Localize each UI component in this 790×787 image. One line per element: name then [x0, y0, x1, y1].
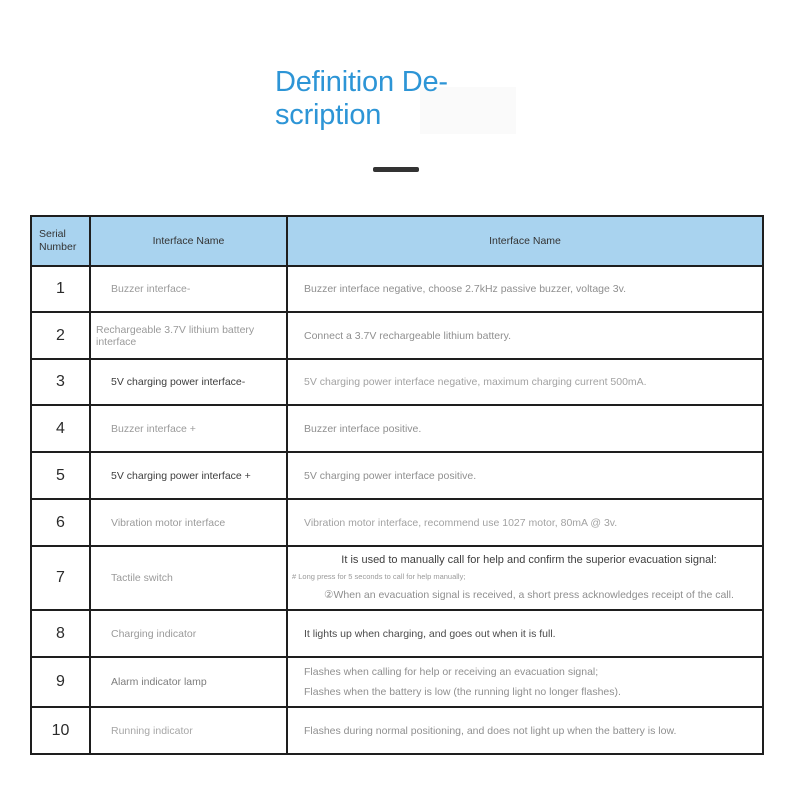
description-line: Flashes during normal positioning, and does not light up when the battery is low.	[304, 724, 677, 737]
interface-description-cell	[287, 499, 763, 546]
description-line: It is used to manually call for help and confirm the superior evacuation signal:	[341, 554, 717, 566]
interface-name-cell: Buzzer interface +	[90, 405, 287, 452]
interface-name-cell: Buzzer interface-	[90, 266, 287, 312]
table-row	[31, 499, 763, 546]
description-line: Connect a 3.7V rechargeable lithium battery.	[304, 329, 512, 342]
description-line: It lights up when charging, and goes out when it is full.	[304, 627, 556, 640]
table-row	[31, 359, 763, 405]
interface-name-cell: Rechargeable 3.7V lithium battery interface	[90, 312, 287, 359]
description-line: Flashes when calling for help or receiving an evacuation signal;	[304, 666, 599, 678]
table-row	[31, 657, 763, 707]
serial-number-cell: 5	[31, 452, 90, 499]
interface-description-cell	[287, 359, 763, 405]
interface-description-cell	[287, 266, 763, 312]
interface-description-cell	[287, 657, 763, 707]
description-line: # Long press for 5 seconds to call for help manually;	[292, 572, 466, 581]
table-row	[31, 610, 763, 657]
table-row	[31, 707, 763, 754]
serial-number-cell: 3	[31, 359, 90, 405]
description-line: Buzzer interface negative, choose 2.7kHz passive buzzer, voltage 3v.	[304, 283, 626, 295]
description-line: Buzzer interface positive.	[304, 422, 422, 435]
table-body	[31, 266, 763, 754]
interface-description-cell	[287, 312, 763, 359]
interface-name-cell: 5V charging power interface +	[90, 452, 287, 499]
table-row	[31, 452, 763, 499]
interface-description-cell	[287, 452, 763, 499]
interface-description-cell	[287, 405, 763, 452]
interface-name-cell: Vibration motor interface	[90, 499, 287, 546]
interface-name-cell: Running indicator	[90, 707, 287, 754]
page-title-line2: scription	[275, 99, 382, 131]
serial-number-cell: 6	[31, 499, 90, 546]
header-interface-name: Interface Name	[90, 216, 287, 266]
interface-name-cell: 5V charging power interface-	[90, 359, 287, 405]
description-line: 5V charging power interface positive.	[304, 469, 477, 482]
table-row	[31, 312, 763, 359]
serial-number-cell: 7	[31, 546, 90, 610]
header-interface-description: Interface Name	[287, 216, 763, 266]
serial-number-cell: 10	[31, 707, 90, 754]
serial-number-cell: 4	[31, 405, 90, 452]
interface-description-cell	[287, 610, 763, 657]
interface-name-cell: Charging indicator	[90, 610, 287, 657]
definition-table	[30, 215, 764, 755]
table-header	[31, 216, 763, 266]
page-title-line1: Definition De-	[275, 66, 448, 98]
interface-name-cell: Alarm indicator lamp	[90, 657, 287, 707]
serial-number-cell: 2	[31, 312, 90, 359]
table-row	[31, 546, 763, 610]
table-row	[31, 266, 763, 312]
table-header-row	[31, 216, 763, 266]
page-title	[275, 66, 448, 132]
description-line: 5V charging power interface negative, maximum charging current 500mA.	[304, 376, 647, 388]
description-line: ②When an evacuation signal is received, a short press acknowledges receipt of the call.	[324, 589, 734, 601]
table-row	[31, 405, 763, 452]
interface-description-cell	[287, 707, 763, 754]
interface-description-cell	[287, 546, 763, 610]
interface-name-cell: Tactile switch	[90, 546, 287, 610]
serial-number-cell: 9	[31, 657, 90, 707]
header-serial-number: Serial Number	[31, 216, 90, 266]
serial-number-cell: 1	[31, 266, 90, 312]
description-line: Flashes when the battery is low (the running light no longer flashes).	[304, 686, 621, 698]
description-line: Vibration motor interface, recommend use 1027 motor, 80mA @ 3v.	[304, 516, 618, 529]
title-underline	[373, 167, 419, 172]
serial-number-cell: 8	[31, 610, 90, 657]
